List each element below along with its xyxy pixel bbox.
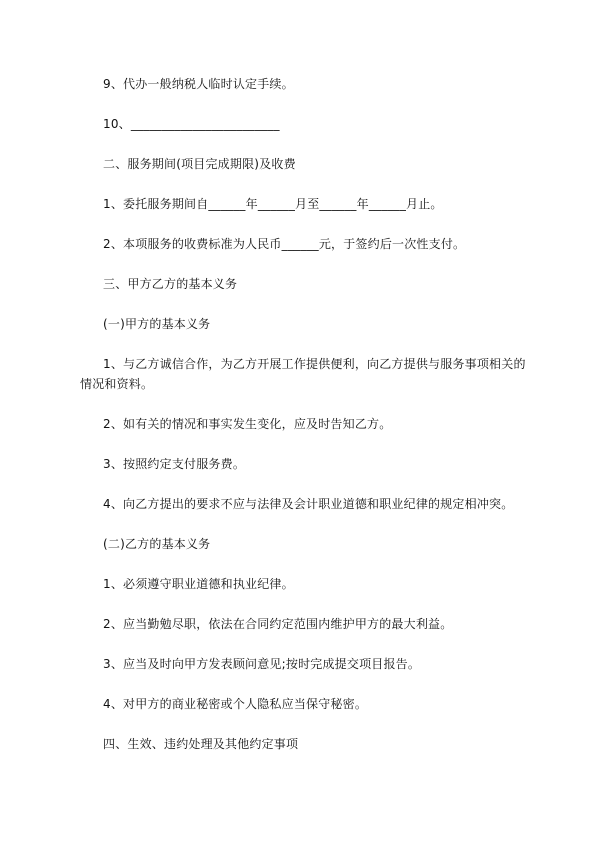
paragraph-party-a-3: 3、按照约定支付服务费。 (103, 457, 246, 471)
paragraph-item-10-blank: 10、________________________ (103, 117, 280, 131)
paragraph-party-a-1-continued: 情况和资料。 (80, 377, 154, 391)
paragraph-service-period: 1、委托服务期间自______年______月至______年______月止。 (103, 197, 443, 211)
section-heading-obligations: 三、甲方乙方的基本义务 (103, 277, 238, 291)
paragraph-party-a-4: 4、向乙方提出的要求不应与法律及会计职业道德和职业纪律的规定相冲突。 (103, 497, 514, 511)
section-heading-effectiveness: 四、生效、违约处理及其他约定事项 (103, 737, 299, 751)
paragraph-fee-standard: 2、本项服务的收费标准为人民币______元，于签约后一次性支付。 (103, 237, 466, 251)
subsection-heading-party-a: (一)甲方的基本义务 (103, 317, 211, 331)
paragraph-party-b-2: 2、应当勤勉尽职，依法在合同约定范围内维护甲方的最大利益。 (103, 617, 453, 631)
paragraph-party-b-4: 4、对甲方的商业秘密或个人隐私应当保守秘密。 (103, 697, 368, 711)
paragraph-party-a-2: 2、如有关的情况和事实发生变化，应及时告知乙方。 (103, 417, 392, 431)
paragraph-party-b-1: 1、必须遵守职业道德和执业纪律。 (103, 577, 294, 591)
paragraph-party-a-1: 1、与乙方诚信合作，为乙方开展工作提供便利，向乙方提供与服务事项相关的 (103, 357, 526, 371)
subsection-heading-party-b: (二)乙方的基本义务 (103, 537, 211, 551)
paragraph-party-b-3: 3、应当及时向甲方发表顾问意见;按时完成提交项目报告。 (103, 657, 421, 671)
section-heading-service-period: 二、服务期间(项目完成期限)及收费 (103, 157, 296, 171)
paragraph-item-9: 9、代办一般纳税人临时认定手续。 (103, 77, 294, 91)
